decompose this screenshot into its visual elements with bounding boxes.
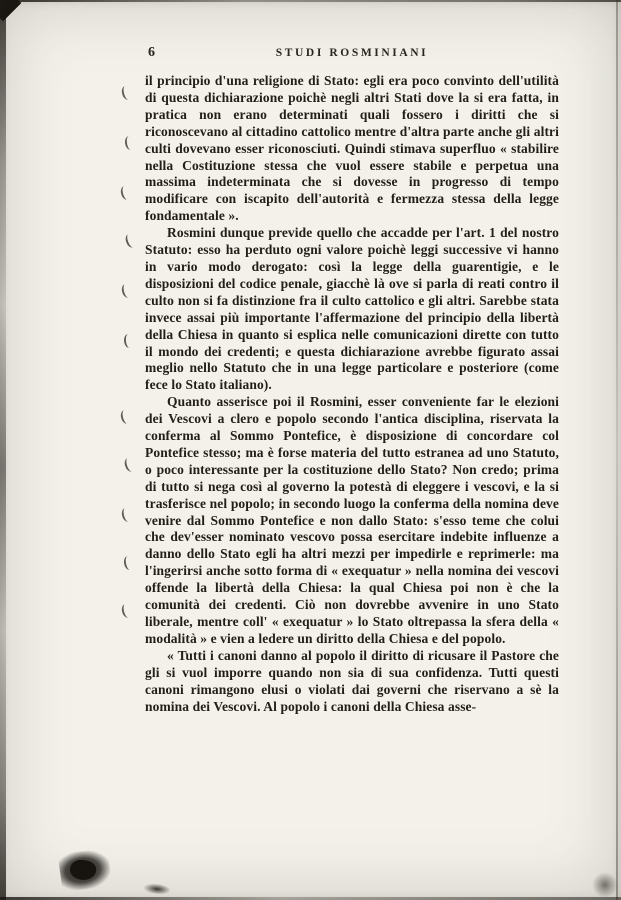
scan-artifact-top-edge: [0, 0, 621, 2]
scan-artifact-left-edge: [0, 0, 6, 900]
scan-artifact-gutter-mark: [123, 334, 132, 349]
text-column: [145, 73, 559, 715]
scan-artifact-ink-blob: [58, 848, 113, 893]
scan-artifact-gutter-mark: [123, 457, 135, 473]
scan-artifact-gutter-mark: [124, 233, 136, 249]
scan-artifact-gutter-mark: [120, 283, 131, 299]
scan-artifact-bottom-smudge: [144, 883, 171, 896]
running-title: STUDI ROSMINIANI: [275, 47, 429, 59]
page-header: [145, 44, 559, 62]
scan-artifact-gutter-mark: [119, 409, 130, 425]
page-number: 6: [148, 45, 155, 60]
scan-artifact-right-edge: [616, 0, 618, 900]
scan-artifact-gutter-mark: [120, 603, 131, 619]
scan-artifact-gutter-mark: [124, 136, 134, 151]
paragraph: « Tutti i canoni danno al popolo il diritto di ricusare il Pastore che gli si vuol imporre quando non sia di sua confidenza. Tutti questi canoni rimangono elusi o violati dai governi che riservano a sè la nomina dei Vescovi. Al popolo i canoni della Chiesa asse-: [145, 647, 559, 714]
paragraph: Rosmini dunque previde quello che accadde per l'art. 1 del nostro Statuto: esso ha perduto ogni valore poichè leggi successive vi hanno in vario modo derogato: così la legge della guarentigie, e le disposizioni del codice penale, giacchè là ove si parla di reati contro il culto non si fa distinzione fra il culto cattolico e gli altri. Sarebbe stata invece assai più importante l'affermazione del principio della libertà della Chiesa in quanto si esplica nelle comunicazioni dirette con tutto il mondo dei credenti; e questa dichiarazione avrebbe figurato assai meglio nello Statuto che in una legge particolare e posteriore (come fece lo Stato italiano).: [145, 225, 559, 393]
paragraph: Quanto asserisce poi il Rosmini, esser conveniente far le elezioni dei Vescovi a clero e popolo secondo l'antica disciplina, riservata la conferma al Sommo Pontefice, è disposizione di concordare col Pontefice stesso; ma è forse materia del tutto estranea ad uno Statuto, o poco interessante per la costituzione dello Stato? Non credo; prima di tutto si nega così al governo la potestà di eleggere i vescovi, e la si trasferisce nel popolo; in secondo luogo la conferma della nomina deve venire dal Sommo Pontefice e non dallo Stato: s'esso teme che colui che dev'esser nominato vescovo possa esercitare indebite influenze a danno dello Stato egli ha altri mezzi per impedirle e reprimerle: ma l'ingerirsi anche sotto forma di « exequatur » nella nomina dei vescovi offende la libertà della Chiesa: la qual Chiesa poi non è che la comunità dei credenti. Ciò non dovrebbe avvenire in uno Stato liberale, mentre coll' « exequatur » lo Stato oltrepassa la sfera della « modalità » e vien a ledere un diritto della Chiesa e del popolo.: [145, 394, 559, 646]
scan-artifact-gutter-mark: [120, 507, 131, 523]
scan-artifact-corner-top-left: [0, 0, 21, 21]
scan-artifact-ink-blob-core: [68, 858, 98, 883]
scan-artifact-gutter-mark: [119, 185, 130, 201]
scan-artifact-corner-bottom-right: [592, 872, 618, 898]
paragraph: il principio d'una religione di Stato: egli era poco convinto dell'utilità di questa dichiarazione poichè negli altri Stati dove la si era fatta, in pratica non erano determinati quali fossero i diritti che si riconoscevano al cittadino cattolico mentre d'altra parte anche gli altri culti dovevano esser riconosciuti. Quindi stimava superfluo « stabilire nella Costituzione stessa che vuol essere stabile e perpetua una massima indeterminata che si dovesse in progresso di tempo modificare con iscapito dell'autorità e fermezza stessa della legge fondamentale ».: [145, 73, 559, 224]
scan-artifact-gutter-mark: [123, 555, 133, 570]
scan-artifact-gutter-mark: [120, 85, 131, 101]
